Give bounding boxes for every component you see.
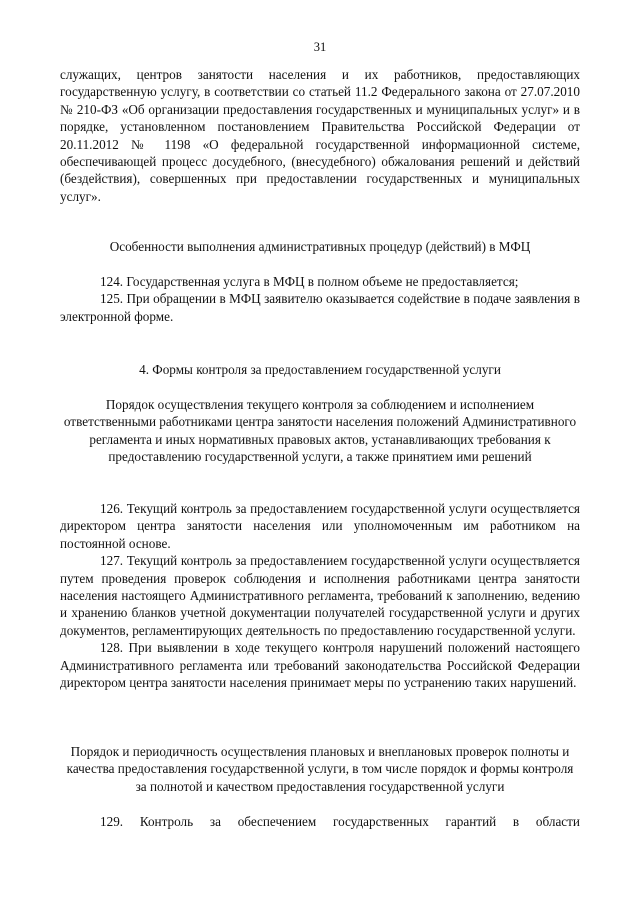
paragraph-125: 125. При обращении в МФЦ заявителю оказывается содействие в подаче заявления в электронной форме.	[60, 291, 580, 324]
page-number: 31	[313, 40, 327, 54]
heading-mfc: Особенности выполнения административных процедур (действий) в МФЦ	[109, 239, 531, 254]
subheading-current-control-block	[60, 396, 580, 466]
paragraph-129-block	[60, 813, 580, 830]
paragraph-continuation: служащих, центров занятости населения и их работников, предоставляющих государственную услугу, в соответствии со статьей 11.2 Федерального закона от 27.07.2010 № 210-ФЗ «Об организации предоставления государственных и муниципальных услуг» и в порядке, установленном постановлением Правительства Российской Федерации от 20.11.2012 № 1198 «О федеральной государственной информационной системе, обеспечивающей процесс досудебного, (внесудебного) обжалования решений и действий (бездействия), совершенных при предоставлении государственных и муниципальных услуг».	[60, 67, 580, 204]
paragraph-129: 129. Контроль за обеспечением государственных гарантий в области	[100, 814, 580, 829]
paragraph-126: 126. Текущий контроль за предоставлением государственной услуги осуществляется директором центра занятости населения или уполномоченным им работником на постоянной основе.	[60, 501, 580, 551]
subheading-current-control: Порядок осуществления текущего контроля за соблюдением и исполнением ответственными работниками центра занятости населения положений Административного регламента и иных нормативных правовых актов, устанавливающих требования к предоставлению государственной услуги, а также принятием ими решений	[63, 397, 577, 465]
paragraph-124: 124. Государственная услуга в МФЦ в полном объеме не предоставляется;	[100, 274, 519, 289]
section-4-heading: 4. Формы контроля за предоставлением государственной услуги	[139, 362, 501, 377]
subheading-checks-block	[60, 743, 580, 795]
paragraph-128: 128. При выявлении в ходе текущего контроля нарушений положений настоящего Административного регламента или требований законодательства Российской Федерации директором центра занятости населения принимает меры по устранению таких нарушений.	[60, 640, 580, 691]
control-paragraphs	[60, 500, 580, 691]
top-paragraph	[60, 66, 580, 205]
heading-mfc-block	[60, 238, 580, 255]
paragraph-127: 127. Текущий контроль за предоставлением государственной услуги осуществляется путем проведения проверок соблюдения и исполнения работниками центра занятости населения настоящего Административного регламента, требований к заполнению, ведению и хранению бланков учетной документации получателей государственной услуги и других документов, регламентирующих деятельность по предоставлению государственной услуги.	[60, 553, 580, 638]
subheading-checks: Порядок и периодичность осуществления плановых и внеплановых проверок полноты и качества предоставления государственной услуги, в том числе порядок и формы контроля за полнотой и качеством предоставления государственной услуги	[66, 744, 574, 794]
mfc-paragraphs	[60, 273, 580, 325]
section-4-heading-block	[60, 361, 580, 378]
